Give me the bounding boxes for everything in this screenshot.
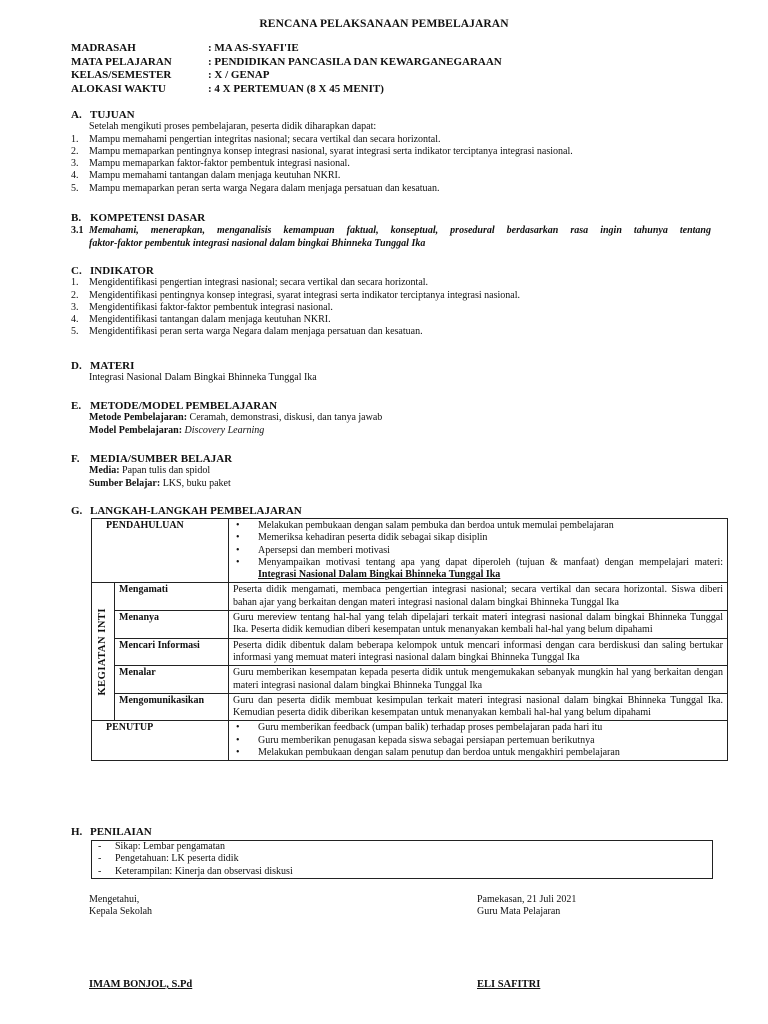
section-title: LANGKAH-LANGKAH PEMBELAJARAN: [90, 505, 302, 517]
materi-text: Integrasi Nasional Dalam Bingkai Bhinneka Tunggal Ika: [89, 372, 317, 384]
section-title: KOMPETENSI DASAR: [90, 212, 206, 224]
info-block: [71, 42, 711, 96]
section-heading: [71, 212, 711, 224]
section-letter: B.: [71, 212, 82, 224]
indikator-list: [71, 277, 711, 338]
model-value: Discovery Learning: [182, 424, 265, 436]
pendahuluan-list: [233, 520, 723, 581]
item-number: 2.: [71, 289, 79, 301]
section-title: PENILAIAN: [90, 826, 152, 838]
info-key: MADRASAH: [71, 42, 136, 54]
item-text: Mengidentifikasi faktor-faktor pembentuk integrasi nasional.: [89, 301, 333, 313]
list-item: [71, 158, 711, 170]
item-number: 1.: [71, 133, 79, 145]
sign-right: [477, 894, 576, 919]
item-number: 4.: [71, 170, 79, 182]
penutup-cell: [229, 721, 728, 761]
sign-right-name: ELI SAFITRI: [477, 979, 541, 990]
bullet-icon: •: [236, 734, 240, 746]
inti-label: KEGIATAN INTI: [96, 608, 108, 696]
inti-step-text: Guru dan peserta didik membuat kesimpulan terkait materi integrasi nasional dalam bingkai Bhinneka Tunggal Ika. Kemudian peserta didik diberikan kesempatan untuk menanyakan kembali hal-hal yang belum dipahami: [229, 693, 728, 721]
list-item: [233, 747, 723, 759]
section-heading: [71, 453, 711, 465]
inti-step-label: Menanya: [115, 611, 229, 639]
document-title: RENCANA PELAKSANAAN PEMBELAJARAN: [259, 18, 509, 30]
item-text: Mengidentifikasi pentingnya konsep integrasi, syarat integrasi serta indikator terciptanya integrasi nasional.: [89, 289, 520, 301]
sumber-label: Sumber Belajar:: [89, 477, 161, 489]
sign-left-name: IMAM BONJOL, S.Pd: [89, 979, 193, 990]
info-key: MATA PELAJARAN: [71, 55, 172, 68]
dash-icon: -: [98, 853, 102, 865]
bullet-icon: •: [236, 747, 240, 759]
section-kompetensi-dasar: [71, 212, 711, 250]
sign-left-line1: Mengetahui,: [89, 894, 140, 905]
item-text-main: Menyampaikan motivasi tentang apa yang dapat diperoleh (tujuan & manfaat) dengan mempelajari materi:: [258, 556, 723, 568]
item-text: Guru memberikan feedback (umpan balik) terhadap proses pembelajaran pada hari itu: [258, 722, 603, 734]
media-label: Media:: [89, 465, 120, 477]
pendahuluan-label: PENDAHULUAN: [92, 519, 229, 583]
item-text: Mampu memahami pengertian integritas nasional; secara vertikal dan secara horizontal.: [89, 133, 441, 145]
section-media: [71, 453, 711, 490]
list-item: [71, 290, 711, 302]
inti-step-label: Mengomunikasikan: [115, 693, 229, 721]
section-metode: [71, 400, 711, 437]
table-row: [92, 666, 728, 694]
item-text: [258, 557, 723, 582]
sign-left-line2: Kepala Sekolah: [89, 906, 153, 918]
bullet-icon: •: [236, 544, 240, 556]
inti-step-text: Guru mereview tentang hal-hal yang telah dipelajari terkait materi integrasi nasional dalam bingkai Bhinneka Tunggal Ika. Peserta didik kemudian diberi kesempatan untuk menanyakan kembali hal-hal yang belum dipahami: [229, 611, 728, 639]
item-text: Mampu memahami tantangan dalam menjaga keutuhan NKRI.: [89, 170, 341, 182]
item-number: 5.: [71, 326, 79, 338]
kd-number: 3.1: [71, 225, 84, 237]
list-item: [71, 302, 711, 314]
list-item: [233, 722, 723, 734]
item-text: Apersepsi dan memberi motivasi: [258, 544, 390, 556]
section-letter: C.: [71, 265, 82, 277]
inti-label-cell: [92, 583, 115, 721]
list-item: [233, 735, 723, 747]
item-text: Mampu memaparkan peran serta warga Negara dalam menjaga persatuan dan kesatuan.: [89, 182, 440, 194]
sign-right-line1: Pamekasan, 21 Juli 2021: [477, 894, 577, 905]
media-value: Papan tulis dan spidol: [119, 465, 211, 477]
sumber-line: [71, 478, 711, 490]
dash-icon: -: [98, 865, 102, 877]
list-item: [233, 557, 723, 582]
item-text: Keterampilan: Kinerja dan observasi diskusi: [115, 865, 293, 877]
inti-step-label: Mencari Informasi: [115, 638, 229, 666]
kd-line: [71, 225, 711, 237]
metode-value: Ceramah, demonstrasi, diskusi, dan tanya jawab: [187, 412, 383, 424]
langkah-table: [91, 518, 728, 761]
info-row: [71, 83, 711, 97]
inti-step-label: Mengamati: [115, 583, 229, 611]
table-row: [92, 721, 728, 761]
bullet-icon: •: [236, 722, 240, 734]
section-heading: [71, 360, 711, 372]
section-letter: G.: [71, 505, 83, 517]
table-row: [92, 693, 728, 721]
section-letter: F.: [71, 453, 80, 465]
info-value: : MA AS-SYAFI'IE: [208, 42, 299, 54]
info-key: ALOKASI WAKTU: [71, 82, 166, 95]
item-text: Memeriksa kehadiran peserta didik sebagai sikap disiplin: [258, 532, 488, 544]
item-text: Mengidentifikasi tantangan dalam menjaga keutuhan NKRI.: [89, 314, 331, 326]
section-title: TUJUAN: [90, 109, 135, 121]
info-row: [71, 56, 711, 70]
list-item: [233, 520, 723, 532]
metode-line: [71, 412, 711, 424]
item-number: 1.: [71, 277, 79, 289]
section-title: MATERI: [90, 360, 135, 372]
item-number: 3.: [71, 301, 79, 313]
inti-step-text: Peserta didik mengamati, membaca pengertian integrasi nasional; secara vertikal dan secara horizontal. Siswa diberi bahan ajar yang berkaitan dengan materi integrasi nasional dalam bingkai Bhinneka Tunggal Ika: [229, 583, 728, 611]
dash-icon: -: [98, 841, 102, 852]
section-letter: E.: [71, 400, 82, 412]
inti-step-label: Menalar: [115, 666, 229, 694]
item-number: 5.: [71, 182, 79, 194]
info-key: KELAS/SEMESTER: [71, 69, 172, 81]
section-title: INDIKATOR: [90, 265, 154, 277]
list-item: [71, 326, 711, 338]
section-heading: [71, 265, 711, 277]
list-item: [71, 134, 711, 146]
section-indikator: [71, 265, 711, 339]
inti-step-text: Peserta didik dibentuk dalam beberapa kelompok untuk mencari informasi dengan cara berdiskusi dan saling bertukar informasi yang memuat materi integrasi nasional dalam bingkai Bhinneka Tunggal Ika: [229, 638, 728, 666]
kd-text-line1: Memahami, menerapkan, menganalisis kemampuan faktual, konseptual, prosedural berdasarkan rasa ingin tahunya tentang: [89, 225, 711, 237]
list-item: [71, 277, 711, 289]
section-langkah: [71, 505, 711, 517]
list-item: [71, 183, 711, 195]
info-row: [71, 69, 711, 83]
section-letter: D.: [71, 360, 82, 372]
list-item: [71, 314, 711, 326]
item-text: Melakukan pembukaan dengan salam pembuka dan berdoa untuk memulai pembelajaran: [258, 520, 614, 531]
inti-step-text: Guru memberikan kesempatan kepada peserta didik untuk mengemukakan sebanyak mungkin hal yang berkaitan dengan materi integrasi nasional dalam bingkai Bhinneka Tunggal Ika: [229, 666, 728, 694]
item-number: 3.: [71, 158, 79, 170]
bullet-icon: •: [236, 520, 240, 531]
kd-text-line2: faktor-faktor pembentuk integrasi nasional dalam bingkai Bhinneka Tunggal Ika: [89, 237, 426, 249]
list-item: [92, 853, 712, 865]
table-row: [92, 638, 728, 666]
model-label: Model Pembelajaran:: [89, 424, 183, 436]
section-penilaian: [71, 826, 711, 838]
table-row: [92, 611, 728, 639]
list-item: [71, 170, 711, 182]
section-letter: H.: [71, 826, 83, 838]
info-value: : PENDIDIKAN PANCASILA DAN KEWARGANEGARAAN: [208, 55, 502, 68]
section-heading: [71, 109, 711, 121]
item-text: Guru memberikan penugasan kepada siswa sebagai persiapan pertemuan berikutnya: [258, 734, 595, 746]
section-title: MEDIA/SUMBER BELAJAR: [90, 453, 233, 465]
tujuan-list: [71, 134, 711, 195]
item-text: Mampu memaparkan pentingnya konsep integrasi nasional, syarat integrasi serta indikator terciptanya integrasi nasional.: [89, 145, 573, 157]
item-number: 2.: [71, 145, 79, 157]
section-heading: [71, 505, 711, 517]
section-heading: [71, 826, 711, 838]
item-number: 4.: [71, 314, 79, 326]
metode-label: Metode Pembelajaran:: [89, 412, 188, 424]
tujuan-intro: Setelah mengikuti proses pembelajaran, peserta didik diharapkan dapat:: [89, 121, 377, 133]
penilaian-list: [92, 841, 712, 878]
list-item: [92, 866, 712, 878]
langkah-table-wrap: [91, 518, 728, 761]
penutup-list: [233, 722, 723, 759]
section-letter: A.: [71, 109, 82, 121]
sign-right-line2: Guru Mata Pelajaran: [477, 906, 561, 918]
penutup-label: PENUTUP: [92, 721, 229, 761]
section-heading: [71, 400, 711, 412]
table-row: [92, 519, 728, 583]
bullet-icon: •: [236, 556, 240, 568]
item-text: Sikap: Lembar pengamatan: [115, 841, 225, 852]
list-item: [233, 545, 723, 557]
item-text: Mengidentifikasi pengertian integrasi nasional; secara vertikal dan secara horizontal.: [89, 277, 429, 289]
item-text-materi: Integrasi Nasional Dalam Bingkai Bhinneka Tunggal Ika: [258, 569, 501, 581]
item-text: Melakukan pembukaan dengan salam penutup dan berdoa untuk mengakhiri pembelajaran: [258, 747, 620, 759]
section-materi: [71, 360, 711, 385]
info-value: : X / GENAP: [208, 69, 270, 81]
model-line: [71, 425, 711, 437]
sumber-value: LKS, buku paket: [160, 477, 231, 489]
pendahuluan-cell: [229, 519, 728, 583]
section-title: METODE/MODEL PEMBELAJARAN: [90, 400, 278, 412]
bullet-icon: •: [236, 532, 240, 544]
sign-left: [89, 894, 152, 919]
media-line: [71, 465, 711, 477]
info-value: : 4 X PERTEMUAN (8 X 45 MENIT): [208, 82, 384, 95]
list-item: [92, 841, 712, 853]
table-row: [92, 583, 728, 611]
item-text: Pengetahuan: LK peserta didik: [115, 853, 239, 865]
penilaian-box: [91, 840, 713, 879]
list-item: [71, 146, 711, 158]
item-text: Mampu memaparkan faktor-faktor pembentuk integrasi nasional.: [89, 158, 350, 170]
item-text: Mengidentifikasi peran serta warga Negara dalam menjaga persatuan dan kesatuan.: [89, 326, 423, 338]
section-tujuan: [71, 109, 711, 195]
info-row: [71, 42, 711, 56]
list-item: [233, 532, 723, 544]
